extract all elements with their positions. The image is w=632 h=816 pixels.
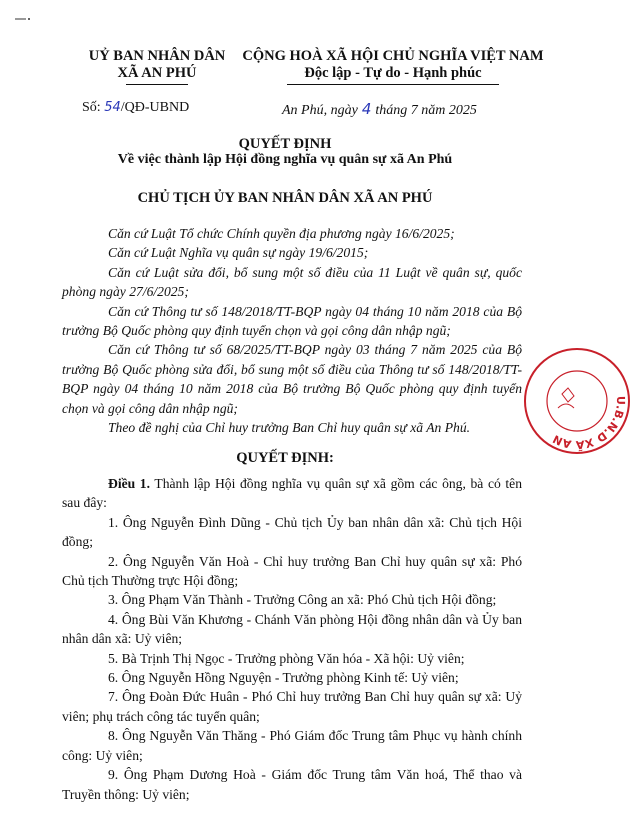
decision-body: [62, 474, 522, 804]
docno-suffix: /QĐ-UBND: [120, 100, 190, 115]
svg-text:U.B.N.D XÃ AN: U.B.N.D XÃ AN: [550, 395, 628, 452]
legal-basis-item: Căn cứ Luật sửa đổi, bổ sung một số điều của 11 Luật về quân sự, quốc phòng ngày 27/6/2025;: [62, 264, 522, 300]
authority-line-1: UỶ BAN NHÂN DÂN: [88, 48, 226, 64]
member-item: 1. Ông Nguyễn Đình Dũng - Chủ tịch Ủy ban nhân dân xã: Chủ tịch Hội đồng;: [62, 514, 522, 550]
official-seal-stamp: [522, 346, 632, 456]
authority-underline: [126, 84, 188, 85]
legal-basis-item: Căn cứ Luật Tổ chức Chính quyền địa phương ngày 16/6/2025;: [108, 226, 455, 241]
legal-basis-item: Căn cứ Luật Nghĩa vụ quân sự ngày 19/6/2015;: [108, 245, 369, 261]
issuing-authority: [62, 48, 252, 85]
member-item: 8. Ông Nguyễn Văn Thăng - Phó Giám đốc Trung tâm Phục vụ hành chính công: Uỷ viên;: [62, 728, 522, 763]
member-item: 3. Ông Phạm Văn Thành - Trưởng Công an xã: Phó Chủ tịch Hội đồng;: [108, 592, 497, 608]
article-1: [62, 474, 522, 513]
corner-mark-icon: [14, 16, 32, 22]
place-and-date: [282, 100, 477, 119]
document-title: QUYẾT ĐỊNH: [238, 136, 332, 152]
legal-bases: [62, 224, 522, 437]
docno-handwritten-number: 54: [104, 100, 121, 115]
decision-heading: QUYẾT ĐỊNH:: [236, 450, 334, 466]
legal-basis-item: Căn cứ Thông tư số 68/2025/TT-BQP ngày 03 tháng 7 năm 2025 của Bộ trưởng Bộ Quốc phòng sửa đổi, bổ sung một số điều của Thông tư số 148/2018/TT-BQP ngày 04 tháng 10 năm 2018 của Bộ trưởng Bộ Quốc phòng quy định tuyển chọn và gọi công dân nhập ngũ;: [62, 342, 522, 416]
legal-basis-item: Căn cứ Thông tư số 148/2018/TT-BQP ngày 04 tháng 10 năm 2018 của Bộ trưởng Bộ Quốc phòng quy định tuyển chọn và gọi công dân nhập ngũ;: [62, 303, 522, 339]
member-item: 4. Ông Bùi Văn Khương - Chánh Văn phòng Hội đồng nhân dân và Ủy ban nhân dân xã: Uỷ viên;: [62, 611, 522, 647]
member-item: 7. Ông Đoàn Đức Huân - Phó Chỉ huy trưởng Ban Chỉ huy quân sự xã: Uỷ viên; phụ trách công tác tuyển quân;: [62, 689, 522, 724]
date-suffix: tháng 7 năm 2025: [375, 103, 477, 118]
member-item: 5. Bà Trịnh Thị Ngọc - Trưởng phòng Văn hóa - Xã hội: Uỷ viên;: [108, 650, 465, 666]
legal-basis-item: Theo đề nghị của Chỉ huy trưởng Ban Chỉ huy quân sự xã An Phú.: [108, 420, 471, 436]
date-handwritten-day: 4: [361, 100, 372, 118]
docno-prefix: Số:: [82, 100, 105, 115]
member-item: 6. Ông Nguyễn Hồng Nguyện - Trưởng phòng Kinh tế: Uỷ viên;: [108, 670, 459, 686]
nation-name: CỘNG HOÀ XÃ HỘI CHỦ NGHĨA VIỆT NAM: [242, 48, 544, 64]
document-subtitle: Về việc thành lập Hội đồng nghĩa vụ quân sự xã An Phú: [117, 152, 453, 167]
chairman-title: CHỦ TỊCH ỦY BAN NHÂN DÂN XÃ AN PHÚ: [137, 190, 433, 206]
authority-line-2: XÃ AN PHÚ: [117, 65, 197, 81]
member-item: 9. Ông Phạm Dương Hoà - Giám đốc Trung tâm Văn hoá, Thể thao và Truyền thông: Uỷ viên;: [62, 767, 522, 802]
date-prefix: An Phú, ngày: [282, 103, 358, 118]
document-number: [82, 100, 189, 116]
motto-underline: [287, 84, 499, 85]
article-1-text: Thành lập Hội đồng nghĩa vụ quân sự xã gồm các ông, bà có tên sau đây:: [62, 476, 523, 511]
motto: Độc lập - Tự do - Hạnh phúc: [304, 65, 482, 81]
member-item: 2. Ông Nguyễn Văn Hoà - Chỉ huy trưởng Ban Chỉ huy quân sự xã: Phó Chủ tịch Thường trực Hội đồng;: [62, 553, 522, 589]
article-1-label: Điều 1.: [108, 476, 151, 491]
national-motto: [238, 48, 548, 85]
